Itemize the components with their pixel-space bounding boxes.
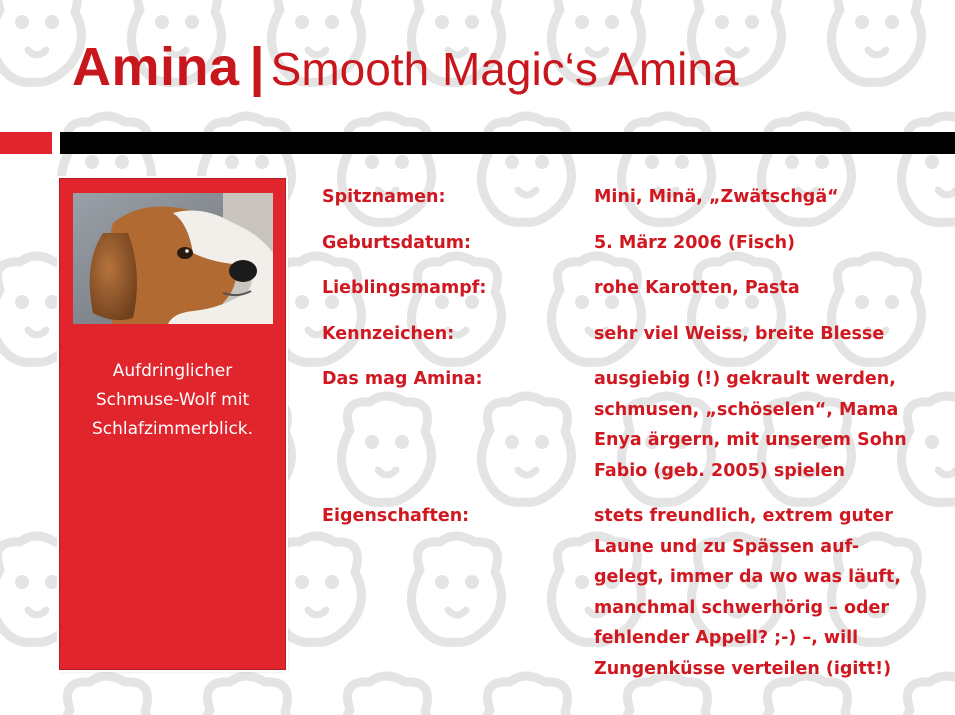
value-line: rohe Karotten, Pasta: [594, 278, 800, 298]
page-title: [72, 37, 739, 97]
photo-caption: [60, 357, 285, 444]
dog-name: Amina: [72, 37, 240, 97]
title-separator: |: [249, 37, 265, 97]
caption-line: Schlafzimmerblick.: [91, 419, 254, 439]
value-line: 5. März 2006 (Fisch): [594, 232, 796, 253]
value-line: Laune und zu Spässen auf-: [594, 536, 860, 557]
dog-head-pattern-icon: [831, 0, 921, 82]
photo-card: [59, 178, 286, 670]
value-line: Fabio (geb. 2005) spielen: [594, 460, 845, 481]
profile-value: [594, 228, 932, 259]
profile-row-markings: [322, 319, 932, 350]
profile-row-favorite-food: [322, 273, 932, 304]
dog-head-pattern-icon: [201, 676, 291, 715]
profile-table: [322, 182, 932, 699]
value-line: gelegt, immer da wo was läuft,: [594, 567, 902, 587]
dog-head-pattern-icon: [0, 0, 81, 82]
profile-row-traits: [322, 501, 932, 684]
profile-value: [594, 501, 932, 684]
value-line: stets freundlich, extrem guter: [594, 506, 893, 526]
profile-value: [594, 273, 932, 304]
caption-line: Aufdringlicher: [112, 361, 233, 381]
profile-value: [594, 182, 932, 213]
value-line: manchmal schwerhörig – oder: [594, 597, 890, 618]
profile-label: Spitznamen:: [322, 187, 446, 207]
profile-value: [594, 319, 932, 350]
value-line: Zungenküsse verteilen (igitt!): [594, 658, 892, 679]
profile-value: [594, 364, 932, 486]
value-line: schmusen, „schöselen“, Mama: [594, 399, 899, 420]
beagle-photo: [73, 193, 273, 324]
profile-label: Geburtsdatum:: [322, 232, 472, 253]
profile-row-nicknames: [322, 182, 932, 213]
caption-line: Schmuse-Wolf mit: [95, 390, 250, 410]
profile-label: Das mag Amina:: [322, 369, 483, 389]
dog-head-pattern-icon: [61, 676, 151, 715]
accent-bar-black: [60, 132, 955, 154]
profile-label: Kennzeichen:: [322, 323, 455, 344]
value-line: Mini, Minä, „Zwätschgä“: [594, 187, 839, 207]
profile-row-likes: [322, 364, 932, 486]
profile-row-birthdate: [322, 228, 932, 259]
profile-label: Eigenschaften:: [322, 506, 470, 526]
accent-bar-red: [0, 132, 52, 154]
value-line: fehlender Appell? ;-) –, will: [594, 628, 859, 648]
dog-full-name: Smooth Magic‘s Amina: [270, 43, 739, 95]
profile-label: Lieblingsmampf:: [322, 278, 487, 298]
value-line: Enya ärgern, mit unserem Sohn: [594, 430, 907, 450]
value-line: sehr viel Weiss, breite Blesse: [594, 323, 885, 344]
value-line: ausgiebig (!) gekrault werden,: [594, 369, 896, 389]
